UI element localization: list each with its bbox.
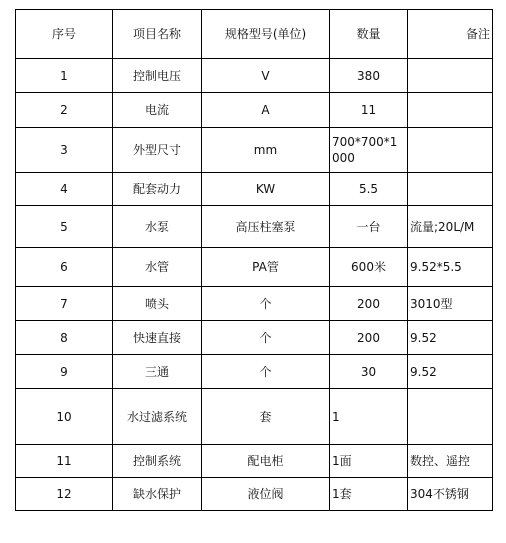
row-index: 6 [16,248,113,287]
row-spec: mm [202,128,330,173]
row-quantity: 11 [330,93,408,128]
header-quantity: 数量 [330,10,408,59]
row-index: 11 [16,445,113,478]
row-index: 2 [16,93,113,128]
row-spec: 套 [202,389,330,445]
row-quantity: 200 [330,321,408,355]
row-index: 7 [16,287,113,321]
row-item-name: 控制系统 [113,445,202,478]
row-item-name: 控制电压 [113,59,202,93]
header-index: 序号 [16,10,113,59]
table-row [16,389,493,445]
row-quantity: 5.5 [330,173,408,206]
row-index: 10 [16,389,113,445]
row-spec: 高压柱塞泵 [202,206,330,248]
row-index: 1 [16,59,113,93]
row-quantity: 1 [330,389,408,445]
row-spec: 液位阀 [202,478,330,511]
table-row [16,478,493,511]
row-remarks [408,59,493,93]
row-quantity: 1面 [330,445,408,478]
header-spec: 规格型号(单位) [202,10,330,59]
row-spec: 个 [202,321,330,355]
table-row [16,321,493,355]
row-index: 3 [16,128,113,173]
row-index: 4 [16,173,113,206]
header-item-name: 项目名称 [113,10,202,59]
row-item-name: 水过滤系统 [113,389,202,445]
row-remarks: 9.52 [408,321,493,355]
row-quantity: 600米 [330,248,408,287]
row-remarks: 9.52*5.5 [408,248,493,287]
row-quantity: 30 [330,355,408,389]
row-remarks [408,93,493,128]
row-spec: KW [202,173,330,206]
row-spec: PA管 [202,248,330,287]
row-remarks: 304不锈钢 [408,478,493,511]
row-item-name: 缺水保护 [113,478,202,511]
table-row [16,355,493,389]
row-index: 5 [16,206,113,248]
row-item-name: 喷头 [113,287,202,321]
row-index: 12 [16,478,113,511]
row-spec: 个 [202,355,330,389]
header-remarks: 备注 [408,10,493,59]
row-remarks: 3010型 [408,287,493,321]
row-remarks: 流量;20L/M [408,206,493,248]
table-row [16,287,493,321]
row-index: 8 [16,321,113,355]
table-row [16,173,493,206]
row-item-name: 外型尺寸 [113,128,202,173]
header-row [16,10,493,59]
row-quantity: 200 [330,287,408,321]
table-row [16,445,493,478]
row-quantity: 1套 [330,478,408,511]
table-row [16,206,493,248]
row-remarks [408,128,493,173]
row-quantity: 380 [330,59,408,93]
row-spec: 配电柜 [202,445,330,478]
row-item-name: 快速直接 [113,321,202,355]
row-item-name: 三通 [113,355,202,389]
row-spec: 个 [202,287,330,321]
row-index: 9 [16,355,113,389]
table-row [16,128,493,173]
row-remarks [408,173,493,206]
row-item-name: 配套动力 [113,173,202,206]
spec-table [15,9,493,511]
row-spec: A [202,93,330,128]
row-remarks: 9.52 [408,355,493,389]
row-item-name: 水管 [113,248,202,287]
row-item-name: 电流 [113,93,202,128]
table-row [16,59,493,93]
table-row [16,248,493,287]
row-remarks [408,389,493,445]
row-remarks: 数控、遥控 [408,445,493,478]
row-quantity: 700*700*1000 [330,128,408,173]
row-quantity: 一台 [330,206,408,248]
row-item-name: 水泵 [113,206,202,248]
row-spec: V [202,59,330,93]
table-row [16,93,493,128]
